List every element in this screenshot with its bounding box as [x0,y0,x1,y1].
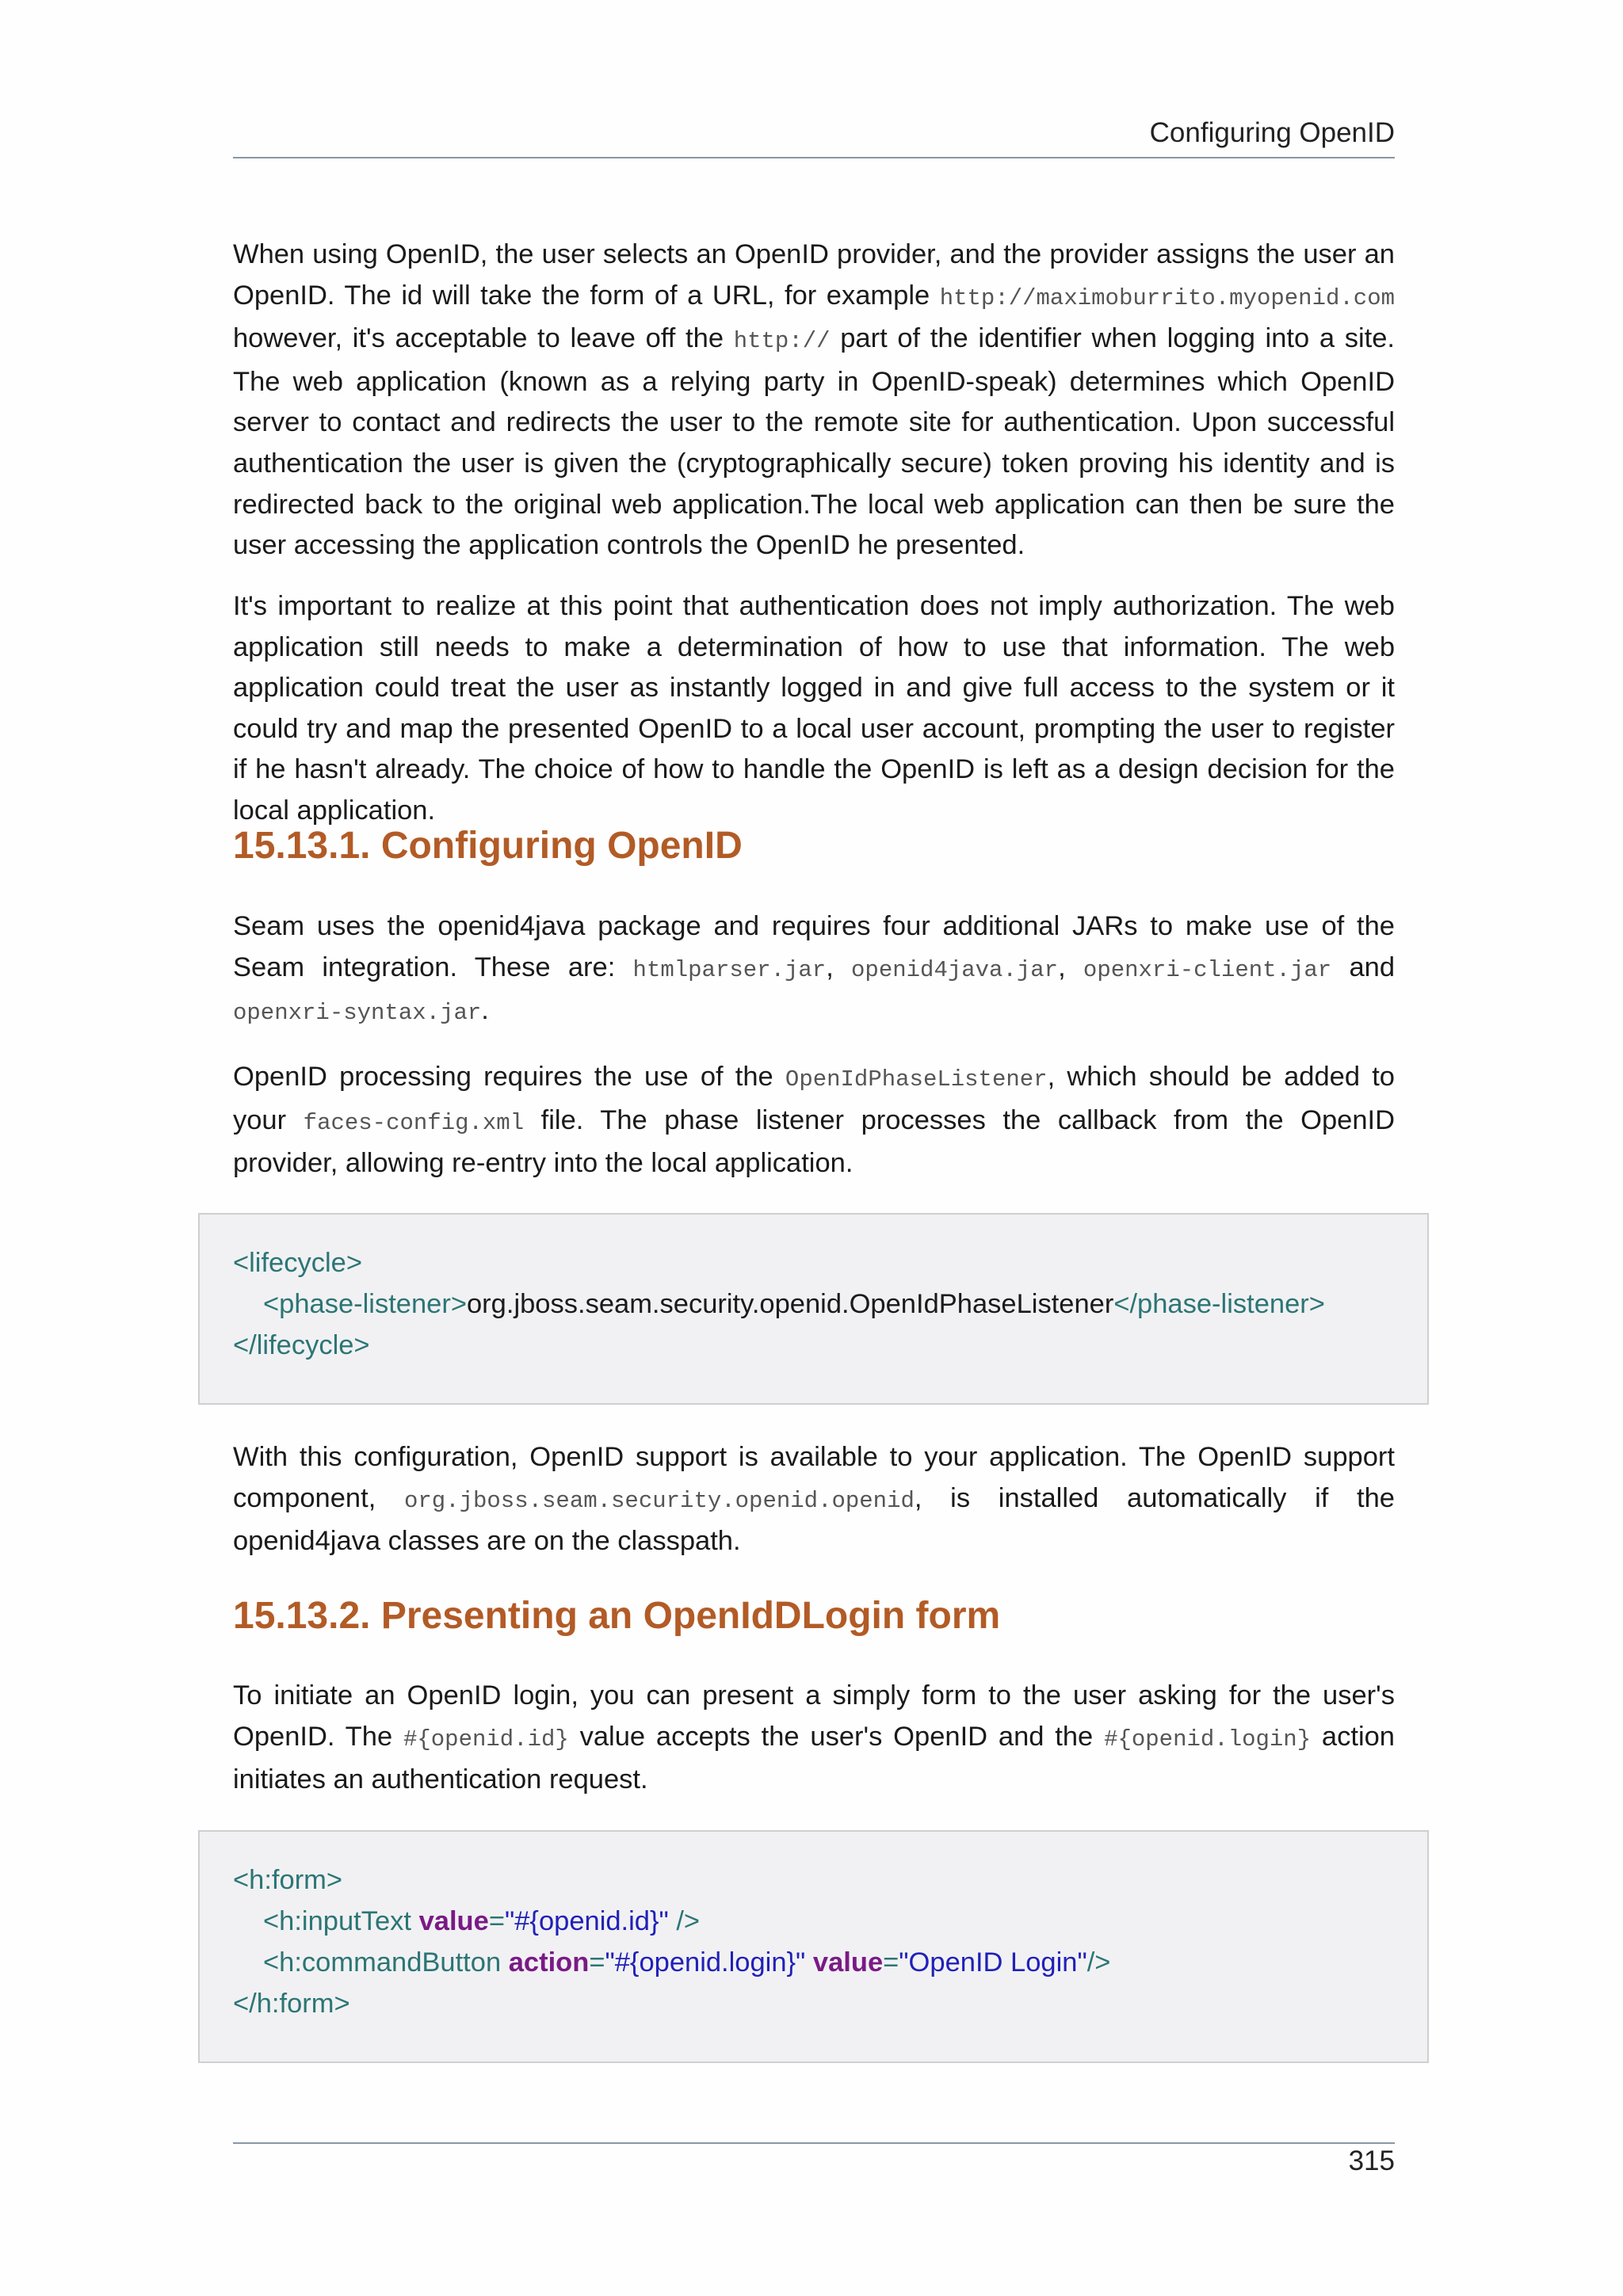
code-line-3: <h:commandButton action="#{openid.login}" value="OpenID Login"/> [263,1947,1111,1978]
code-line-1: <h:form> [233,1865,343,1895]
page-number: 315 [1348,2145,1395,2176]
jar-openid4java: openid4java.jar [851,956,1059,983]
code-block-lifecycle [198,1213,1429,1405]
code-line-4: </h:form> [233,1989,350,2019]
code-line-1: <lifecycle> [233,1248,362,1278]
intro-paragraph-2: It's important to realize at this point that authentication does not imply authorization. The web application still needs to make a determination of how to use that information. The web application could treat the user as instantly logged in and give full access to the system or it could try and map the presented OpenID to a local user account, prompting the user to register if he hasn't already. The choice of how to handle the OpenID is left as a design decision for the local application. [233,591,1395,826]
running-header: Configuring OpenID [1149,117,1395,148]
section1-paragraph-1: Seam uses the openid4java package and requires four additional JARs to make use of the Seam integration. These are: htmlparser.jar, openid4java.jar, openxri-client.jar and openxri-syntax.jar. [233,911,1396,1027]
inline-code-http: http:// [733,328,831,355]
section2-paragraph-1: To initiate an OpenID login, you can present a simply form to the user asking for the user's OpenID. The #{openid.id} value accepts the user's OpenID and the #{openid.login} action initiates an authentication request. [233,1680,1395,1795]
section1-paragraph-2: OpenID processing requires the use of the OpenIdPhaseListener, which should be added to your faces-config.xml file. The phase listener processes the callback from the OpenID provider, allowing re-entry into the local application. [233,1062,1396,1179]
jar-htmlparser: htmlparser.jar [632,956,827,983]
section-heading-openid-login-form: 15.13.2. Presenting an OpenIdDLogin form [233,1595,1001,1637]
jar-openxri-client: openxri-client.jar [1083,956,1332,983]
code-block-login-form [198,1830,1429,2063]
jar-openxri-syntax: openxri-syntax.jar [233,1000,482,1027]
header-divider [233,157,1395,158]
section-heading-configuring-openid: 15.13.1. Configuring OpenID [233,825,743,867]
code-line-2: <phase-listener>org.jboss.seam.security.openid.OpenIdPhaseListener</phase-listener> [263,1289,1325,1319]
inline-code-phase-listener: OpenIdPhaseListener [785,1066,1048,1093]
inline-code-url: http://maximoburrito.myopenid.com [939,284,1395,311]
inline-code-openid-login: #{openid.login} [1104,1726,1312,1753]
inline-code-openid-id: #{openid.id} [403,1726,569,1753]
code-line-3: </lifecycle> [233,1330,370,1360]
footer-divider [233,2142,1395,2144]
inline-code-faces-config: faces-config.xml [303,1109,525,1136]
code-line-2: <h:inputText value="#{openid.id}" /> [263,1906,701,1936]
section1-paragraph-3: With this configuration, OpenID support is available to your application. The OpenID support component, org.jboss.seam.security.openid.openid, is installed automatically if the openid4java classes are on the classpath. [233,1442,1395,1557]
intro-paragraph-1: When using OpenID, the user selects an OpenID provider, and the provider assigns the user an OpenID. The id will take the form of a URL, for example http://maximoburrito.myopenid.com however, it's acceptable to leave off the http:// part of the identifier when logging into a site. The web application (known as a relying party in OpenID-speak) determines which OpenID server to contact and redirects the user to the remote site for authentication. Upon successful authentication the user is given the (cryptographically secure) token proving his identity and is redirected back to the original web application.The local web application can then be sure the user accessing the application controls the OpenID he presented. [233,239,1395,561]
inline-code-openid-component: org.jboss.seam.security.openid.openid [403,1487,915,1514]
